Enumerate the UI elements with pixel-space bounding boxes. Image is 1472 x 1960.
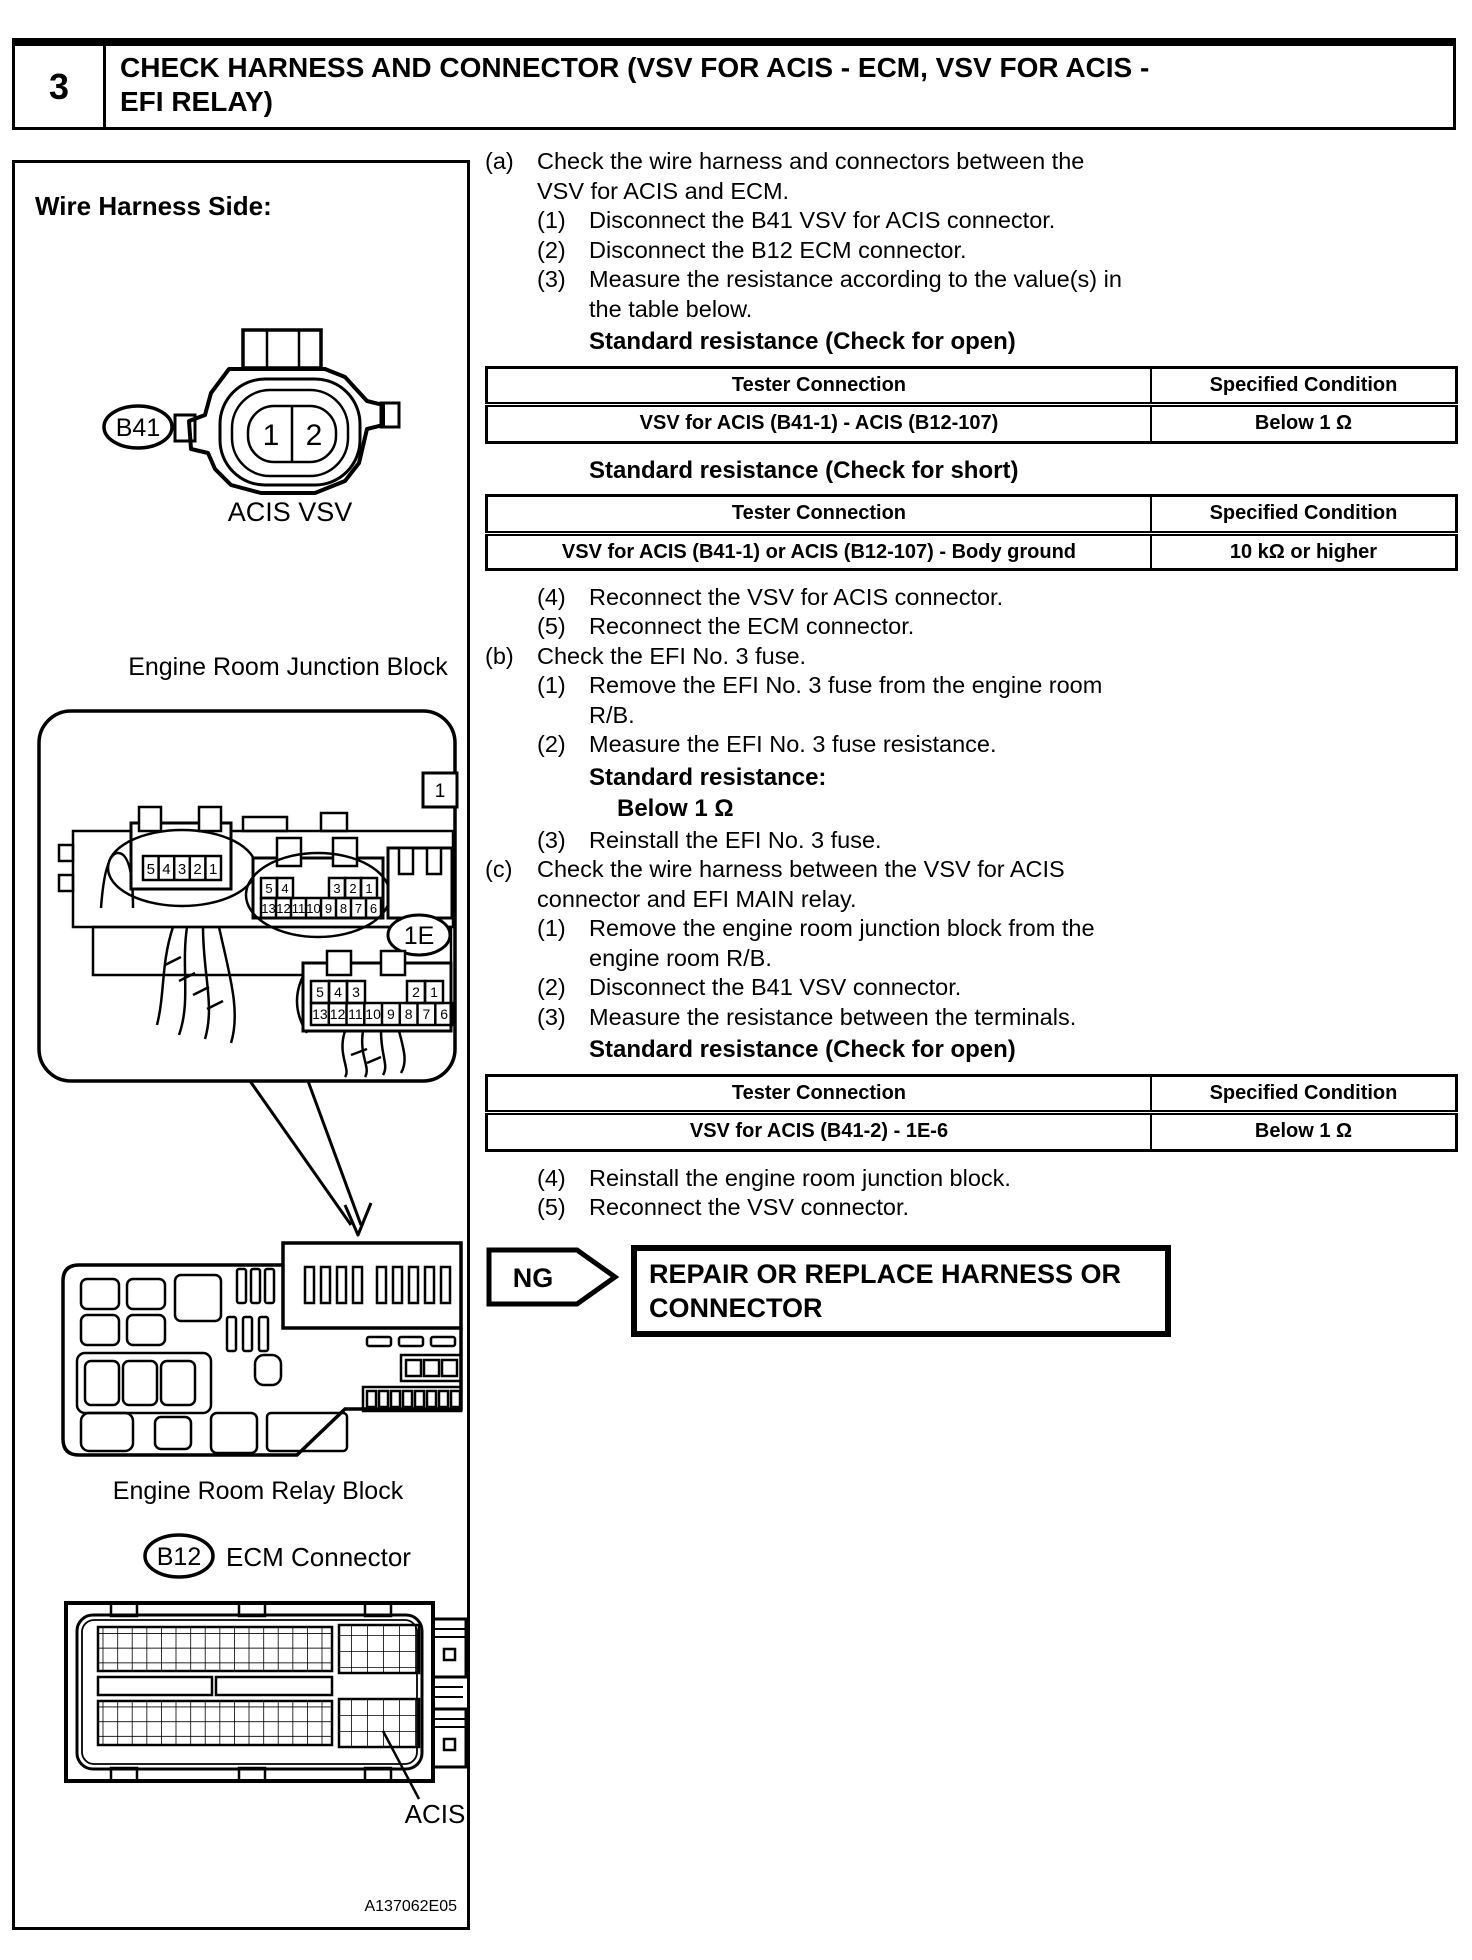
svg-text:7: 7 bbox=[422, 1006, 431, 1022]
col-specified-condition: Specified Condition bbox=[1151, 496, 1457, 534]
text-c2: Disconnect the B41 VSV connector. bbox=[589, 974, 962, 1000]
marker-c4: (4) bbox=[537, 1164, 566, 1191]
step-number: 3 bbox=[15, 46, 106, 127]
ng-arrow-shape bbox=[485, 1245, 621, 1309]
marker-c3: (3) bbox=[537, 1003, 566, 1030]
marker-a3: (3) bbox=[537, 266, 566, 292]
marker-a5: (5) bbox=[537, 613, 566, 639]
marker-b3: (3) bbox=[537, 826, 566, 853]
b41-terminal-2: 2 bbox=[305, 419, 323, 452]
figure-section-label: Wire Harness Side: bbox=[35, 191, 272, 221]
marker-a2: (2) bbox=[537, 236, 566, 263]
svg-text:4: 4 bbox=[334, 984, 342, 1000]
col-tester-connection: Tester Connection bbox=[487, 1075, 1151, 1113]
svg-text:4: 4 bbox=[281, 881, 289, 896]
figure-drawing bbox=[15, 163, 467, 1927]
svg-text:3: 3 bbox=[177, 861, 187, 878]
svg-text:6: 6 bbox=[369, 901, 378, 916]
svg-text:5: 5 bbox=[316, 984, 324, 1000]
svg-text:12: 12 bbox=[329, 1006, 346, 1022]
ecm-caption: ECM Connector bbox=[226, 1542, 411, 1572]
col-specified-condition: Specified Condition bbox=[1151, 367, 1457, 405]
standard-resistance-short-heading-a: Standard resistance (Check for short) bbox=[589, 456, 1019, 484]
marker-c2: (2) bbox=[537, 974, 566, 1000]
table-cell-condition: 10 kΩ or higher bbox=[1151, 533, 1457, 569]
text-a4: Reconnect the VSV for ACIS connector. bbox=[589, 583, 1004, 610]
standard-resistance-open-heading-c: Standard resistance (Check for open) bbox=[589, 1036, 1016, 1063]
marker-c1: (1) bbox=[537, 915, 566, 941]
marker-a4: (4) bbox=[537, 583, 566, 610]
svg-text:2: 2 bbox=[193, 861, 202, 878]
marker-a: (a) bbox=[485, 148, 514, 174]
procedure-section-a bbox=[485, 147, 1458, 642]
svg-text:4: 4 bbox=[162, 861, 171, 878]
col-tester-connection: Tester Connection bbox=[487, 496, 1151, 534]
text-b2: Measure the EFI No. 3 fuse resistance. bbox=[589, 731, 997, 757]
marker-b1: (1) bbox=[537, 672, 566, 698]
svg-text:13: 13 bbox=[261, 901, 276, 916]
wire-harness-figure bbox=[12, 160, 470, 1930]
standard-resistance-heading-b: Standard resistance: bbox=[589, 763, 827, 791]
ng-result-row bbox=[485, 1245, 1458, 1337]
text-b1: Remove the EFI No. 3 fuse from the engine room R/B. bbox=[589, 672, 1103, 728]
svg-text:8: 8 bbox=[404, 1006, 413, 1022]
svg-text:3: 3 bbox=[333, 881, 341, 896]
text-c3: Measure the resistance between the terminals. bbox=[589, 1003, 1077, 1030]
text-c1: Remove the engine room junction block from the engine room R/B. bbox=[589, 915, 1095, 971]
standard-resistance-value-b: Below 1 Ω bbox=[617, 795, 734, 822]
text-c: Check the wire harness between the VSV for ACIS connector and EFI MAIN relay. bbox=[537, 856, 1065, 912]
svg-text:3: 3 bbox=[352, 984, 360, 1000]
standard-resistance-open-heading-a: Standard resistance (Check for open) bbox=[589, 328, 1016, 355]
table-cell-condition: Below 1 Ω bbox=[1151, 405, 1457, 443]
svg-text:11: 11 bbox=[348, 1006, 363, 1022]
text-a5: Reconnect the ECM connector. bbox=[589, 613, 915, 639]
svg-text:10: 10 bbox=[306, 901, 321, 916]
svg-text:1: 1 bbox=[430, 984, 438, 1000]
procedure-column bbox=[485, 147, 1458, 1337]
relay-block-caption: Engine Room Relay Block bbox=[112, 1477, 404, 1505]
svg-text:5: 5 bbox=[146, 861, 155, 878]
svg-text:2: 2 bbox=[349, 881, 357, 896]
acis-pin-label: ACIS bbox=[404, 1799, 466, 1829]
svg-text:8: 8 bbox=[339, 901, 348, 916]
junction-corner-box-label: 1 bbox=[434, 781, 446, 802]
junction-block-drawing bbox=[59, 773, 457, 1077]
ng-label: NG bbox=[512, 1262, 554, 1293]
procedure-section-c bbox=[485, 855, 1458, 1223]
col-specified-condition: Specified Condition bbox=[1151, 1075, 1457, 1113]
svg-text:9: 9 bbox=[387, 1006, 395, 1022]
svg-text:1: 1 bbox=[365, 881, 373, 896]
b12-label: B12 bbox=[156, 1543, 202, 1571]
text-a: Check the wire harness and connectors between the VSV for ACIS and ECM. bbox=[537, 148, 1085, 204]
text-b3: Reinstall the EFI No. 3 fuse. bbox=[589, 826, 882, 853]
resistance-table-open-a bbox=[485, 366, 1458, 444]
marker-c: (c) bbox=[485, 856, 513, 882]
svg-text:5: 5 bbox=[265, 881, 273, 896]
step-title: CHECK HARNESS AND CONNECTOR (VSV FOR ACIS - ECM, VSV FOR ACIS - EFI RELAY) bbox=[120, 52, 1150, 117]
text-c5: Reconnect the VSV connector. bbox=[589, 1194, 910, 1220]
table-cell-connection: VSV for ACIS (B41-2) - 1E-6 bbox=[487, 1113, 1151, 1151]
svg-text:2: 2 bbox=[412, 984, 420, 1000]
junction-1e-label: 1E bbox=[403, 922, 435, 950]
text-b: Check the EFI No. 3 fuse. bbox=[537, 642, 807, 669]
svg-text:10: 10 bbox=[365, 1006, 381, 1022]
b41-terminal-1: 1 bbox=[262, 419, 280, 452]
svg-text:13: 13 bbox=[312, 1006, 328, 1022]
step-header bbox=[12, 38, 1456, 130]
table-cell-connection: VSV for ACIS (B41-1) or ACIS (B12-107) - Body ground bbox=[487, 533, 1151, 569]
b41-label: B41 bbox=[115, 414, 161, 442]
svg-text:12: 12 bbox=[276, 901, 291, 916]
svg-text:6: 6 bbox=[440, 1006, 448, 1022]
marker-b: (b) bbox=[485, 642, 514, 669]
svg-text:7: 7 bbox=[354, 901, 363, 916]
table-cell-condition: Below 1 Ω bbox=[1151, 1113, 1457, 1151]
b41-connector-drawing bbox=[104, 330, 399, 493]
ecm-connector-drawing bbox=[66, 1603, 466, 1799]
svg-text:9: 9 bbox=[324, 901, 333, 916]
svg-text:11: 11 bbox=[291, 901, 306, 916]
text-c4: Reinstall the engine room junction block. bbox=[589, 1164, 1011, 1191]
col-tester-connection: Tester Connection bbox=[487, 367, 1151, 405]
resistance-table-open-c bbox=[485, 1074, 1458, 1152]
resistance-table-short-a bbox=[485, 494, 1458, 571]
text-a1: Disconnect the B41 VSV for ACIS connector. bbox=[589, 207, 1056, 233]
marker-b2: (2) bbox=[537, 731, 566, 757]
acis-vsv-caption: ACIS VSV bbox=[227, 497, 353, 527]
text-a2: Disconnect the B12 ECM connector. bbox=[589, 236, 967, 263]
marker-c5: (5) bbox=[537, 1194, 566, 1220]
junction-block-caption: Engine Room Junction Block bbox=[128, 653, 448, 681]
figure-code: A137062E05 bbox=[364, 1898, 457, 1915]
procedure-section-b bbox=[485, 642, 1458, 856]
marker-a1: (1) bbox=[537, 207, 566, 233]
svg-text:1: 1 bbox=[209, 861, 218, 878]
relay-block-drawing bbox=[63, 1243, 461, 1455]
table-cell-connection: VSV for ACIS (B41-1) - ACIS (B12-107) bbox=[487, 405, 1151, 443]
text-a3: Measure the resistance according to the value(s) in the table below. bbox=[589, 266, 1122, 322]
ng-action-box: REPAIR OR REPLACE HARNESS OR CONNECTOR bbox=[631, 1245, 1171, 1337]
